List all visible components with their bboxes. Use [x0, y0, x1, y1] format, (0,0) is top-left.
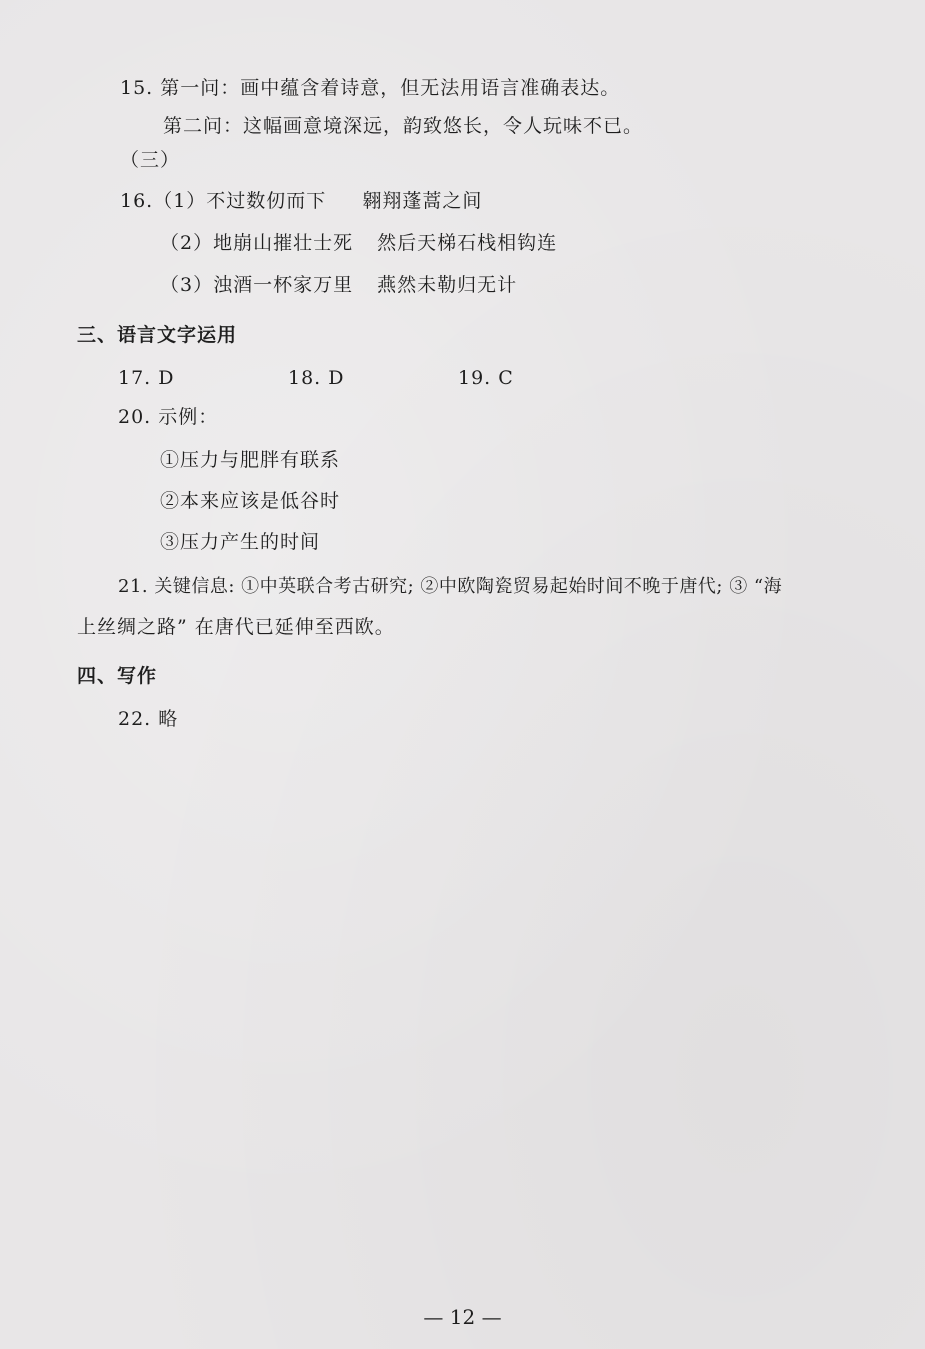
- answer-17: 17. D: [118, 367, 175, 389]
- q16-item1: [120, 189, 482, 213]
- q16-item3: [160, 273, 517, 297]
- q15-line2: 第二问：这幅画意境深远，韵致悠长，令人玩味不已。: [163, 115, 644, 137]
- q21-line1: 21. 关键信息: ①中英联合考古研究; ②中欧陶瓷贸易起始时间不晚于唐代; ③ “海: [118, 576, 783, 597]
- q16-item2-left: （2）地崩山摧壮士死: [160, 232, 354, 254]
- answer-19: 19. C: [458, 367, 514, 389]
- subsection-three: （三）: [120, 149, 181, 171]
- q15-line1: 15. 第一问：画中蕴含着诗意，但无法用语言准确表达。: [120, 77, 621, 99]
- q16-item3-left: （3）浊酒一杯家万里: [160, 274, 354, 296]
- q16-item1-right: 翱翔蓬蒿之间: [362, 190, 483, 212]
- section-heading-four: 四、写作: [77, 665, 158, 687]
- answer-22: 22. 略: [118, 708, 179, 730]
- section-heading-three: 三、语言文字运用: [77, 324, 238, 346]
- q20-item3: ③压力产生的时间: [160, 531, 321, 553]
- q20-item1: ①压力与肥胖有联系: [160, 449, 341, 471]
- page-number: — 12 —: [423, 1305, 502, 1329]
- q16-item1-left: 16.（1）不过数仞而下: [120, 190, 327, 212]
- q16-item2-right: 然后天梯石栈相钩连: [377, 232, 558, 254]
- q20-item2: ②本来应该是低谷时: [160, 490, 341, 512]
- q20-title: 20. 示例：: [118, 406, 219, 428]
- answer-18: 18. D: [288, 367, 345, 389]
- q21-line2: 上丝绸之路” 在唐代已延伸至西欧。: [77, 616, 395, 638]
- q16-item3-right: 燕然未勒归无计: [377, 274, 518, 296]
- q16-item2: [160, 231, 557, 255]
